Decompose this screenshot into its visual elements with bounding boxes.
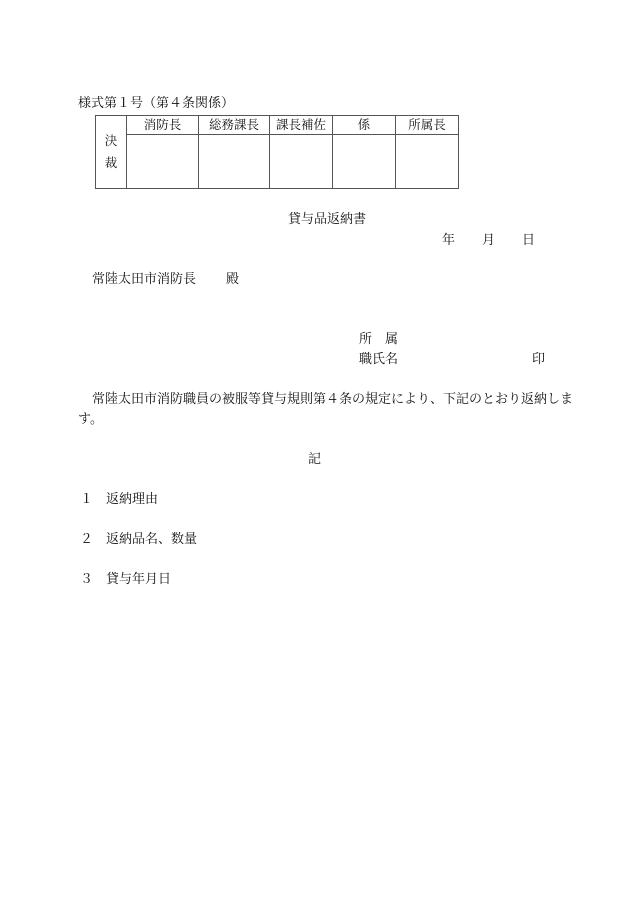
- list-item-loan-date: [80, 572, 171, 588]
- addressee-honorific: 殿: [226, 272, 240, 287]
- seal-mark: 印: [532, 352, 546, 367]
- approval-header-chief: 消防長: [127, 116, 199, 135]
- item-number: ３: [80, 572, 94, 587]
- approval-stamp-general-affairs[interactable]: [199, 135, 270, 189]
- approval-side-label-1: 決: [104, 133, 118, 148]
- approval-side-label: [96, 116, 127, 189]
- date-month: 月: [482, 233, 496, 248]
- addressee-name: 常陸太田市消防長: [92, 272, 197, 287]
- item-number: ２: [80, 532, 94, 547]
- approval-header-staff: 係: [333, 116, 396, 135]
- approval-header-general-affairs: 総務課長: [199, 116, 270, 135]
- approval-table: [95, 115, 459, 189]
- list-item-return-reason: [80, 492, 158, 508]
- item-label: 貸与年月日: [106, 572, 172, 587]
- date-day: 日: [522, 233, 536, 248]
- approval-stamp-department[interactable]: [396, 135, 459, 189]
- approval-side-label-2: 裁: [104, 155, 118, 170]
- sender-name-label: 職氏名: [359, 352, 399, 367]
- ki-heading: 記: [308, 452, 322, 467]
- approval-header-assistant: 課長補佐: [270, 116, 333, 135]
- item-number: １: [80, 492, 94, 507]
- sender-affiliation-label: 所 属: [359, 332, 399, 347]
- approval-stamp-chief[interactable]: [127, 135, 199, 189]
- list-item-return-items: [80, 532, 197, 548]
- item-label: 返納理由: [106, 492, 159, 507]
- form-number: 様式第１号（第４条関係）: [78, 96, 235, 111]
- item-label: 返納品名、数量: [106, 532, 198, 547]
- approval-header-department: 所属長: [396, 116, 459, 135]
- approval-stamp-staff[interactable]: [333, 135, 396, 189]
- document-title: 貸与品返納書: [288, 212, 367, 227]
- date-year: 年: [442, 233, 456, 248]
- body-paragraph: 常陸太田市消防職員の被服等貸与規則第４条の規定により、下記のとおり返納します。: [78, 392, 574, 427]
- approval-stamp-assistant[interactable]: [270, 135, 333, 189]
